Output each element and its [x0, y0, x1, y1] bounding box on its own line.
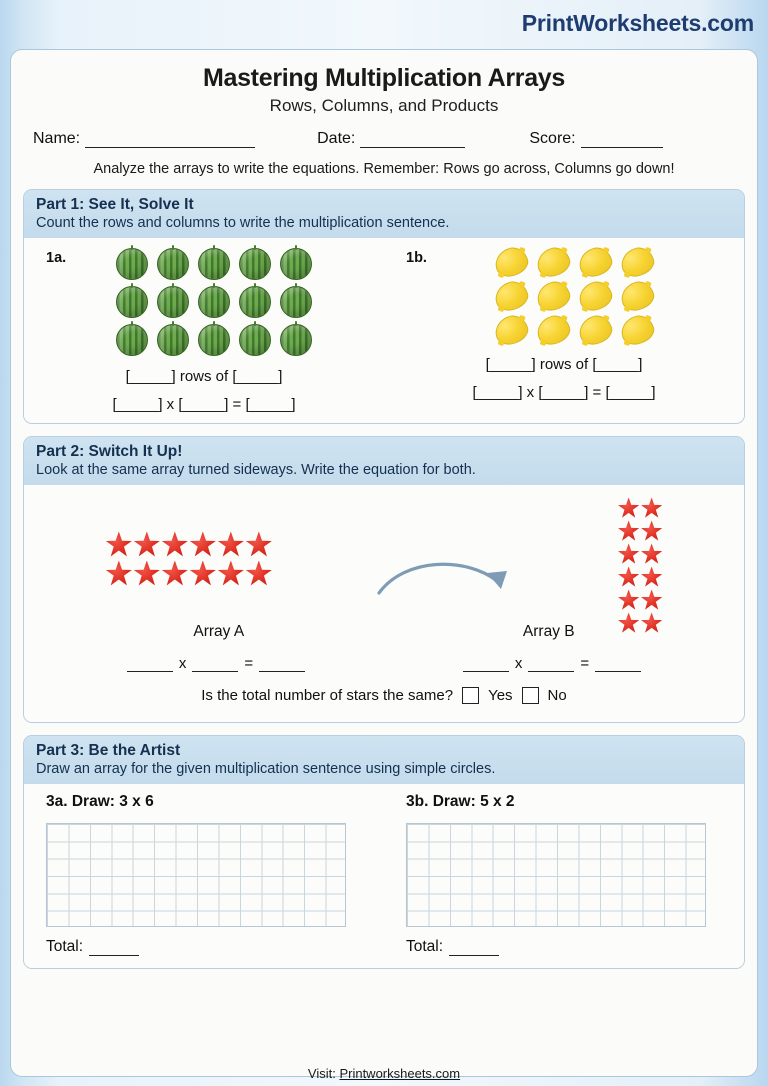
array-a-label: Array A [193, 623, 245, 640]
array-row [116, 286, 312, 318]
array-b-label: Array B [522, 623, 575, 640]
times-symbol: x [178, 655, 187, 672]
date-input-line[interactable] [360, 133, 465, 148]
footer [0, 1066, 768, 1081]
watermelon-icon [239, 286, 271, 318]
name-field[interactable] [33, 130, 255, 148]
draw-grid-3a[interactable] [46, 823, 346, 927]
watermelon-icon [198, 248, 230, 280]
part-2-header [24, 437, 744, 485]
star-icon [133, 531, 160, 558]
watermelon-icon [116, 248, 148, 280]
array-row [618, 566, 663, 588]
name-input-line[interactable] [85, 133, 255, 148]
answer-1a-equation[interactable]: [_____] x [_____] = [_____] [112, 396, 296, 413]
score-input-line[interactable] [581, 133, 663, 148]
watermelon-icon [280, 286, 312, 318]
lemon-icon [533, 244, 572, 280]
star-icon [217, 560, 244, 587]
part-2-subheading: Look at the same array turned sideways. Write the equation for both. [36, 462, 476, 478]
lemon-icon [491, 244, 530, 280]
checkbox-yes[interactable] [462, 687, 479, 704]
part-1-body [24, 238, 744, 423]
question-1a-label: 1a. [46, 250, 67, 266]
watermelon-icon [198, 324, 230, 356]
star-icon [161, 560, 188, 587]
star-icon [133, 560, 160, 587]
blank-product[interactable] [259, 658, 305, 672]
checkbox-no[interactable] [522, 687, 539, 704]
lemon-icon [575, 312, 614, 348]
star-icon [105, 531, 132, 558]
name-label: Name: [33, 130, 81, 147]
blank-factor-1[interactable] [463, 658, 509, 672]
star-icon [618, 497, 640, 519]
footer-link[interactable]: Printworksheets.com [339, 1066, 461, 1081]
array-row [105, 531, 272, 558]
question-1a [24, 248, 384, 415]
equations-row [24, 655, 744, 672]
array-a-equation[interactable] [127, 655, 305, 672]
watermelon-icon [157, 324, 189, 356]
star-icon [641, 520, 663, 542]
draw-tasks-row [24, 793, 744, 960]
array-row [618, 497, 663, 519]
watermelon-icon [198, 286, 230, 318]
part-3-body [24, 784, 744, 968]
star-icon [618, 589, 640, 611]
page-title: Mastering Multiplication Arrays [202, 64, 566, 92]
star-icon [245, 560, 272, 587]
blank-factor-1[interactable] [127, 658, 173, 672]
checkbox-yes-label: Yes [488, 687, 513, 704]
answer-1b-equation[interactable]: [_____] x [_____] = [_____] [472, 384, 656, 401]
lemon-icon [617, 312, 656, 348]
star-icon [618, 543, 640, 565]
student-info-row [23, 130, 745, 148]
date-label: Date: [317, 130, 356, 147]
same-total-question: Is the total number of stars the same? [201, 687, 454, 704]
question-3a-label: 3a. Draw: 3 x 6 [46, 793, 154, 810]
array-b-stars [618, 497, 663, 634]
question-3a [24, 793, 384, 960]
lemon-icon [575, 244, 614, 280]
array-row [618, 589, 663, 611]
curved-arrow-icon [375, 549, 515, 606]
watermelon-icon [280, 248, 312, 280]
equals-symbol: = [580, 655, 590, 672]
watermelon-icon [116, 324, 148, 356]
star-icon [641, 612, 663, 634]
part-2-body [24, 485, 744, 722]
date-field[interactable] [317, 130, 465, 148]
part-2-heading: Part 2: Switch It Up! [36, 443, 183, 460]
lemon-icon [491, 278, 530, 314]
total-3b-label: Total: [406, 938, 444, 955]
watermelon-array [44, 248, 384, 356]
star-icon [189, 531, 216, 558]
same-total-question-row [24, 687, 744, 714]
part-1-header [24, 190, 744, 238]
lemon-icon [533, 312, 572, 348]
star-icon [641, 566, 663, 588]
star-icon [245, 531, 272, 558]
watermelon-icon [239, 248, 271, 280]
checkbox-no-label: No [547, 687, 567, 704]
star-icon [161, 531, 188, 558]
times-symbol: x [514, 655, 523, 672]
worksheet-card [10, 49, 758, 1077]
watermelon-icon [280, 324, 312, 356]
total-3b-blank[interactable] [449, 942, 499, 956]
array-row [116, 248, 312, 280]
total-3a[interactable] [46, 938, 384, 960]
question-1b [384, 248, 744, 415]
lemon-icon [575, 278, 614, 314]
footer-prefix: Visit: [307, 1066, 336, 1081]
blank-factor-2[interactable] [192, 658, 238, 672]
array-row [105, 560, 272, 587]
watermelon-icon [157, 286, 189, 318]
star-icon [105, 560, 132, 587]
star-icon [641, 589, 663, 611]
blank-product[interactable] [595, 658, 641, 672]
watermelon-icon [239, 324, 271, 356]
array-row [116, 324, 312, 356]
lemon-icon [491, 312, 530, 348]
part-3-subheading: Draw an array for the given multiplication sentence using simple circles. [36, 761, 496, 777]
star-icon [618, 612, 640, 634]
blank-factor-2[interactable] [528, 658, 574, 672]
part-1-heading: Part 1: See It, Solve It [36, 196, 194, 213]
question-3b-label: 3b. Draw: 5 x 2 [406, 793, 515, 810]
answer-1a-rows-of[interactable]: [_____] rows of [_____] [125, 368, 283, 385]
score-field[interactable] [529, 130, 662, 148]
equals-symbol: = [244, 655, 254, 672]
lemon-array [404, 248, 744, 344]
part-2-section [23, 436, 745, 723]
lemon-icon [617, 244, 656, 280]
star-icon [189, 560, 216, 587]
part-1-subheading: Count the rows and columns to write the multiplication sentence. [36, 215, 450, 231]
array-b-equation[interactable] [463, 655, 641, 672]
part-3-section [23, 735, 745, 969]
total-3a-label: Total: [46, 938, 84, 955]
page-subtitle: Rows, Columns, and Products [269, 96, 499, 115]
question-1b-label: 1b. [406, 250, 427, 266]
array-a-stars [105, 531, 272, 587]
star-icon [641, 543, 663, 565]
answer-1b-rows-of[interactable]: [_____] rows of [_____] [485, 356, 643, 373]
part-3-header [24, 736, 744, 784]
array-row [495, 282, 654, 310]
array-row [618, 543, 663, 565]
star-arrays-row [24, 497, 744, 621]
star-icon [618, 566, 640, 588]
star-icon [217, 531, 244, 558]
lemon-icon [533, 278, 572, 314]
array-row [495, 248, 654, 276]
total-3a-blank[interactable] [89, 942, 139, 956]
star-icon [618, 520, 640, 542]
star-icon [641, 497, 663, 519]
question-3b [384, 793, 744, 960]
part-3-heading: Part 3: Be the Artist [36, 742, 181, 759]
site-logo: PrintWorksheets.com [521, 9, 754, 36]
lemon-icon [617, 278, 656, 314]
array-row [618, 520, 663, 542]
brand-bar [0, 0, 768, 46]
watermelon-icon [157, 248, 189, 280]
instructions-text: Analyze the arrays to write the equations. Remember: Rows go across, Columns go down! [93, 161, 675, 177]
score-label: Score: [529, 130, 576, 147]
total-3b[interactable] [406, 938, 744, 960]
draw-grid-3b[interactable] [406, 823, 706, 927]
array-row [618, 612, 663, 634]
array-row [495, 316, 654, 344]
part-1-section [23, 189, 745, 424]
watermelon-icon [116, 286, 148, 318]
